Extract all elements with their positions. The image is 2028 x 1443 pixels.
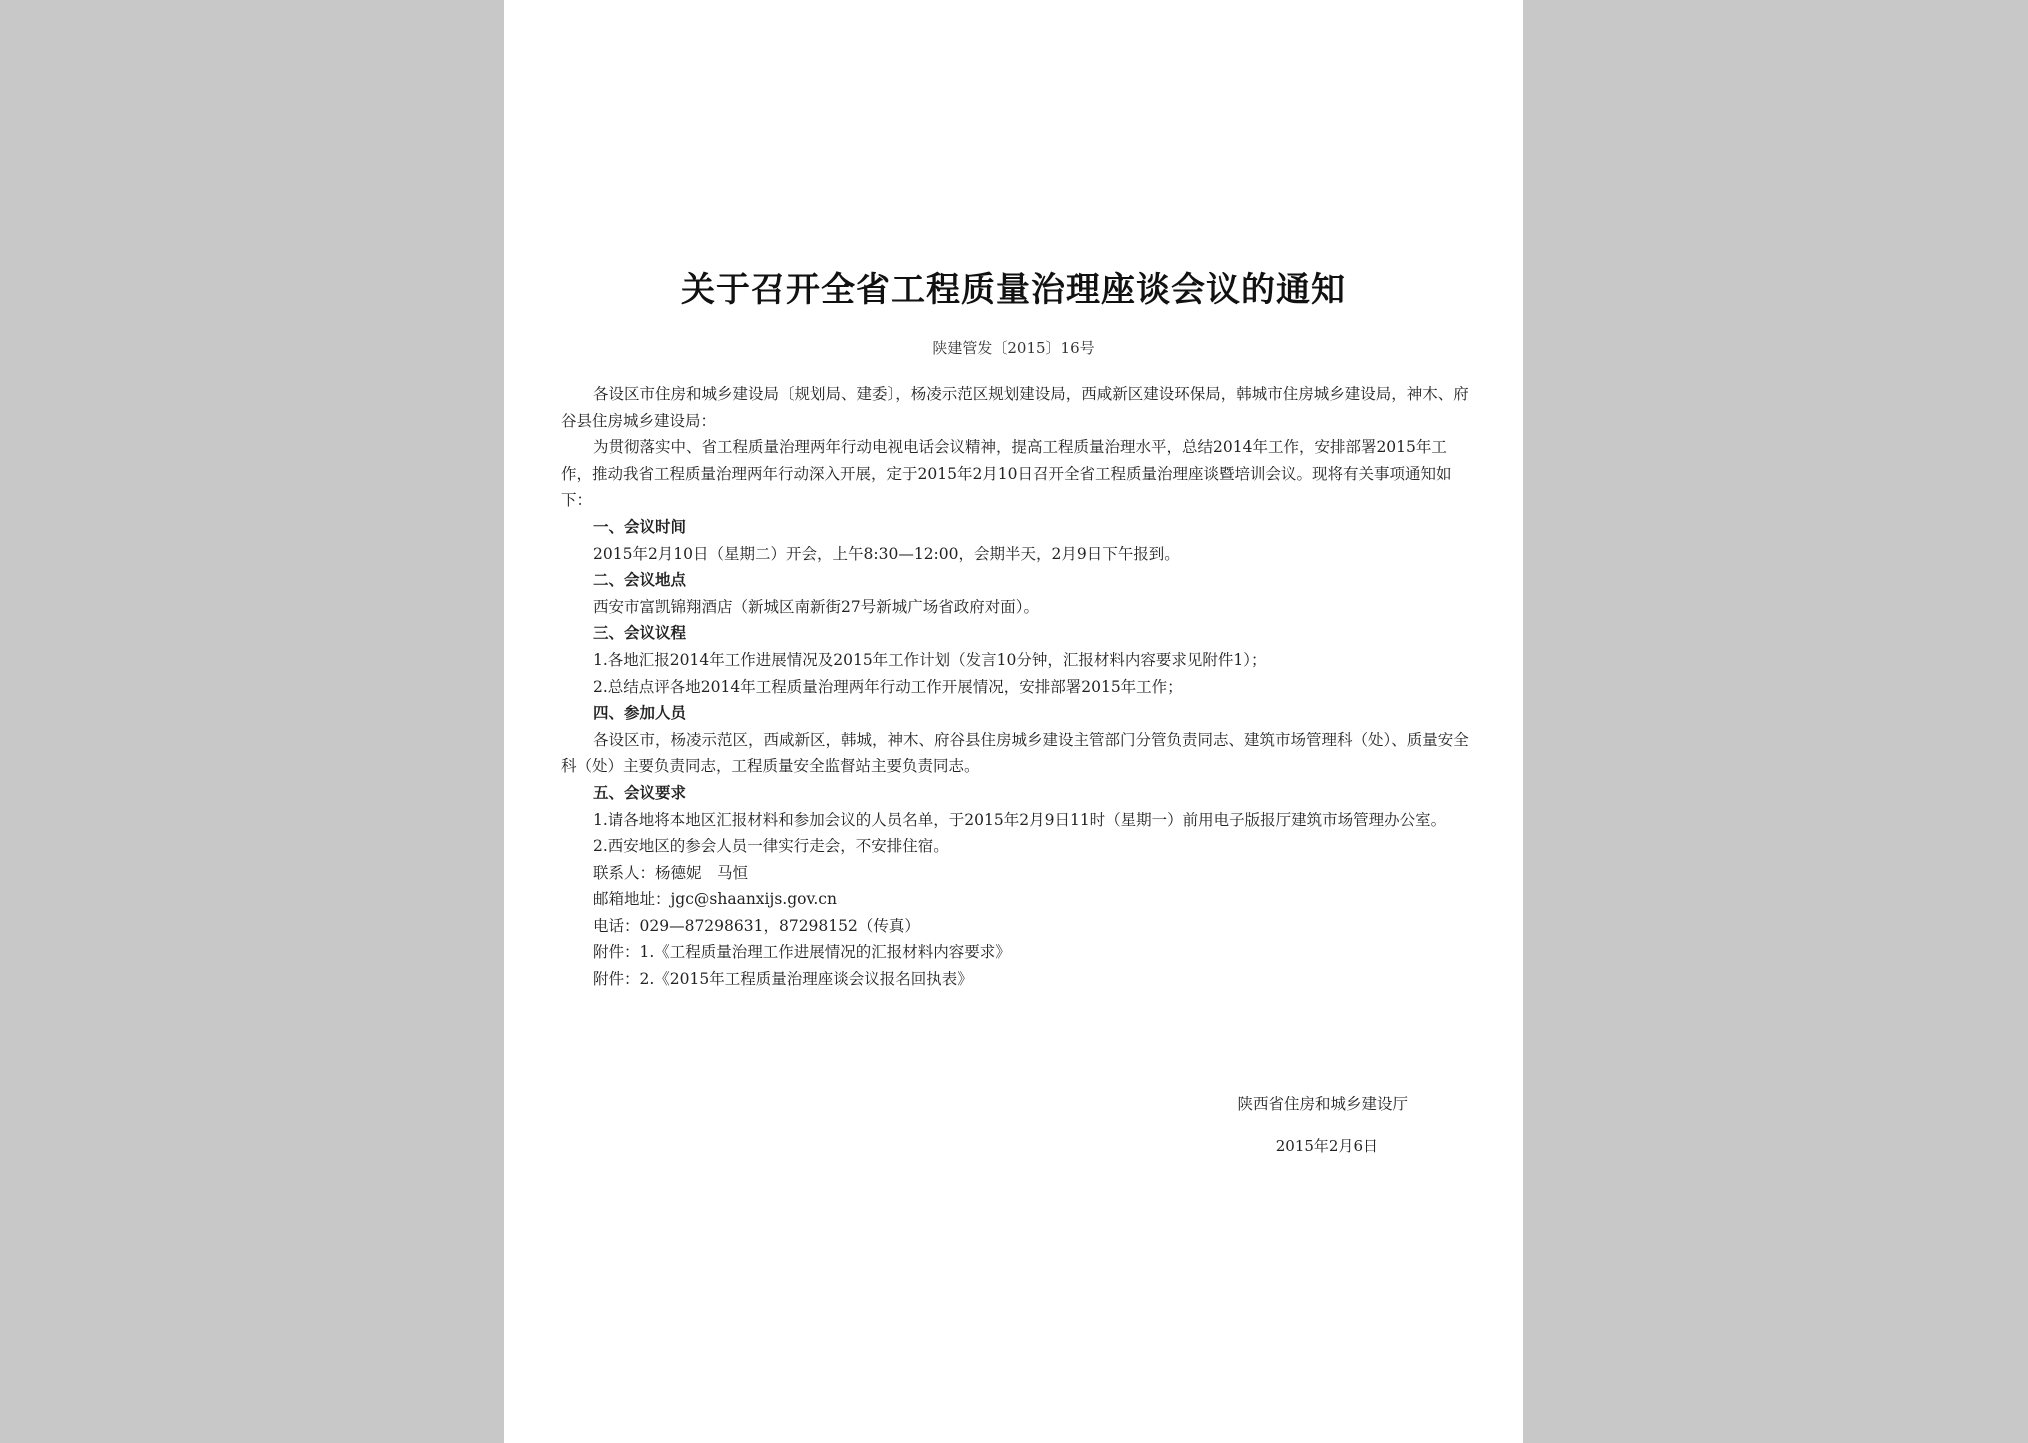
section-heading-time: 一、会议时间 xyxy=(593,516,687,536)
section-heading-location: 二、会议地点 xyxy=(593,570,687,590)
document-page xyxy=(504,0,1523,1443)
section-text-time: 2015年2月10日（星期二）开会，上午8:30—12:00，会期半天，2月9日下午报到。 xyxy=(593,544,1180,563)
attachment-1: 附件：1.《工程质量治理工作进展情况的汇报材料内容要求》 xyxy=(593,943,1011,962)
issuer-signature: 陕西省住房和城乡建设厅 xyxy=(1237,1095,1408,1113)
contact-phone: 电话：029—87298631，87298152（传真） xyxy=(593,916,920,935)
document-title: 关于召开全省工程质量治理座谈会议的通知 xyxy=(681,270,1346,310)
contact-email: 邮箱地址：jgc@shaanxijs.gov.cn xyxy=(593,890,837,909)
section-text-location: 西安市富凯锦翔酒店（新城区南新街27号新城广场省政府对面）。 xyxy=(593,597,1039,616)
contact-people: 联系人：杨德妮 马恒 xyxy=(593,863,749,882)
section-heading-agenda: 三、会议议程 xyxy=(593,623,687,643)
document-body xyxy=(561,381,1471,993)
issue-date: 2015年2月6日 xyxy=(1275,1137,1378,1155)
attachment-2: 附件：2.《2015年工程质量治理座谈会议报名回执表》 xyxy=(593,970,973,989)
section-heading-participants: 四、参加人员 xyxy=(593,703,687,723)
agenda-item-1: 1.各地汇报2014年工作进展情况及2015年工作计划（发言10分钟，汇报材料内容要求见附件1）； xyxy=(593,650,1267,669)
section-heading-requirements: 五、会议要求 xyxy=(593,782,687,802)
requirement-item-2: 2.西安地区的参会人员一律实行走会，不安排住宿。 xyxy=(593,837,949,856)
section-text-participants: 各设区市，杨凌示范区，西咸新区，韩城，神木、府谷县住房城乡建设主管部门分管负责同志、建筑市场管理科（处）、质量安全科（处）主要负责同志，工程质量安全监督站主要负责同志。 xyxy=(561,730,1469,776)
intro-paragraph: 为贯彻落实中、省工程质量治理两年行动电视电话会议精神，提高工程质量治理水平，总结2014年工作，安排部署2015年工作，推动我省工程质量治理两年行动深入开展，定于2015年2月10日召开全省工程质量治理座谈暨培训会议。现将有关事项通知如下： xyxy=(561,438,1452,510)
requirement-item-1: 1.请各地将本地区汇报材料和参加会议的人员名单，于2015年2月9日11时（星期一）前用电子版报厅建筑市场管理办公室。 xyxy=(593,810,1447,829)
agenda-item-2: 2.总结点评各地2014年工程质量治理两年行动工作开展情况，安排部署2015年工作； xyxy=(593,677,1183,696)
document-number: 陕建管发〔2015〕16号 xyxy=(932,339,1095,357)
salutation: 各设区市住房和城乡建设局〔规划局、建委〕，杨凌示范区规划建设局，西咸新区建设环保局，韩城市住房城乡建设局，神木、府谷县住房城乡建设局： xyxy=(561,385,1469,430)
